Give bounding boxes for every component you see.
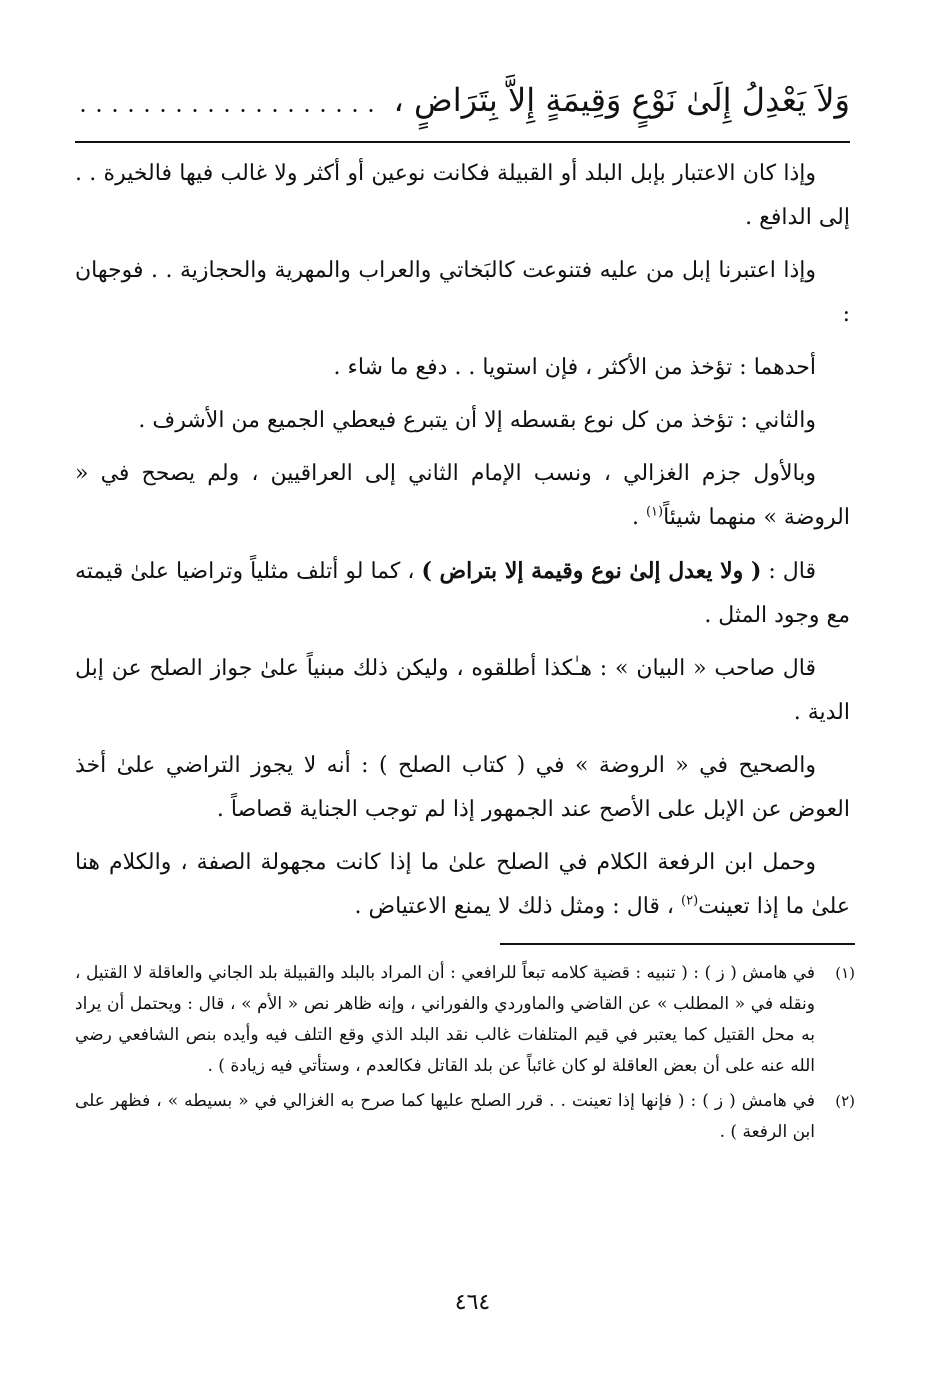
paragraph: والثاني : تؤخذ من كل نوع بقسطه إلا أن يتبرع فيعطي الجميع من الأشرف . (138, 408, 816, 433)
header-dot-leader (75, 109, 378, 112)
paragraph: وبالأول جزم الغزالي ، ونسب الإمام الثاني إلى العراقيين ، ولم يصحح في « الروضة » منهما شيئاً$^{(١)}$ . (75, 461, 850, 530)
paragraph: وإذا اعتبرنا إبل من عليه فتنوعت كالبَخاتي والعراب والمهرية والحجازية . . فوجهان : (75, 258, 850, 327)
paragraph: أحدهما : تؤخذ من الأكثر ، فإن استويا . . دفع ما شاء . (333, 355, 816, 380)
footnote-divider (500, 943, 855, 945)
header-title: وَلاَ يَعْدِلُ إِلَىٰ نَوْعٍ وَقِيمَةٍ إِلاَّ بِتَرَاضٍ ، (393, 81, 850, 119)
footnote-reference[interactable]: (١) (645, 504, 664, 520)
paragraph: قال : ( ولا يعدل إلىٰ نوع وقيمة إلا بتراض ) ، كما لو أتلف مثلياً وتراضيا علىٰ قيمته مع وجود المثل . (75, 558, 850, 628)
paragraph: والصحيح في « الروضة » في ( كتاب الصلح ) : أنه لا يجوز التراضي علىٰ أخذ العوض عن الإبل على الأصح عند الجمهور إذا لم توجب الجناية قصاصاً . (75, 753, 850, 822)
main-text (75, 152, 850, 938)
paragraph: وإذا كان الاعتبار بإبل البلد أو القبيلة فكانت نوعين أو أكثر ولا غالب فيها فالخيرة . . إلى الدافع . (75, 161, 850, 230)
paragraph: قال صاحب « البيان » : هـٰكذا أطلقوه ، وليكن ذلك مبنياً علىٰ جواز الصلح عن إبل الدية . (75, 656, 850, 725)
footnote (75, 958, 855, 1082)
footnote-text: في هامش ( ز ) : ( تنبيه : قضية كلامه تبعاً للرافعي : أن المراد بالبلد والقبيلة بلد الجاني والعاقلة لا القتيل ، ونقله في « المطلب » عن القاضي والماوردي والفوراني ، وإنه ظاهر نص « الأم » ، قال : ويحتمل أن يراد به محل القتيل كما يعتبر في قيم المتلفات غالب نقد البلد الذي وقع التلف فيه وأيده بنص الشافعي رضي الله عنه على أن بعض العاقلة لو كان غائباً عن بلد القاتل فكالعدم ، وستأتي فيه زيادة ) . (75, 963, 815, 1076)
footnotes (75, 958, 855, 1152)
footnote-text: في هامش ( ز ) : ( فإنها إذا تعينت . . قرر الصلح عليها كما صرح به الغزالي في « بسيطه » ، فظهر على ابن الرفعة ) . (75, 1091, 815, 1142)
header-divider (75, 141, 850, 143)
running-header (75, 70, 850, 130)
paragraph: وحمل ابن الرفعة الكلام في الصلح علىٰ ما إذا كانت مجهولة الصفة ، والكلام هنا علىٰ ما إذا تعينت$^{(٢)}$ ، قال : ومثل ذلك لا يمنع الاعتياض . (75, 850, 850, 919)
page-number: ٤٦٤ (454, 1290, 491, 1315)
footnote (75, 1086, 855, 1148)
footnote-reference[interactable]: (٢) (681, 893, 699, 909)
quoted-matn: ( ولا يعدل إلىٰ نوع وقيمة إلا بتراض ) (421, 558, 762, 584)
footnote-number: (١) (835, 964, 855, 982)
footnote-number: (٢) (835, 1092, 855, 1110)
